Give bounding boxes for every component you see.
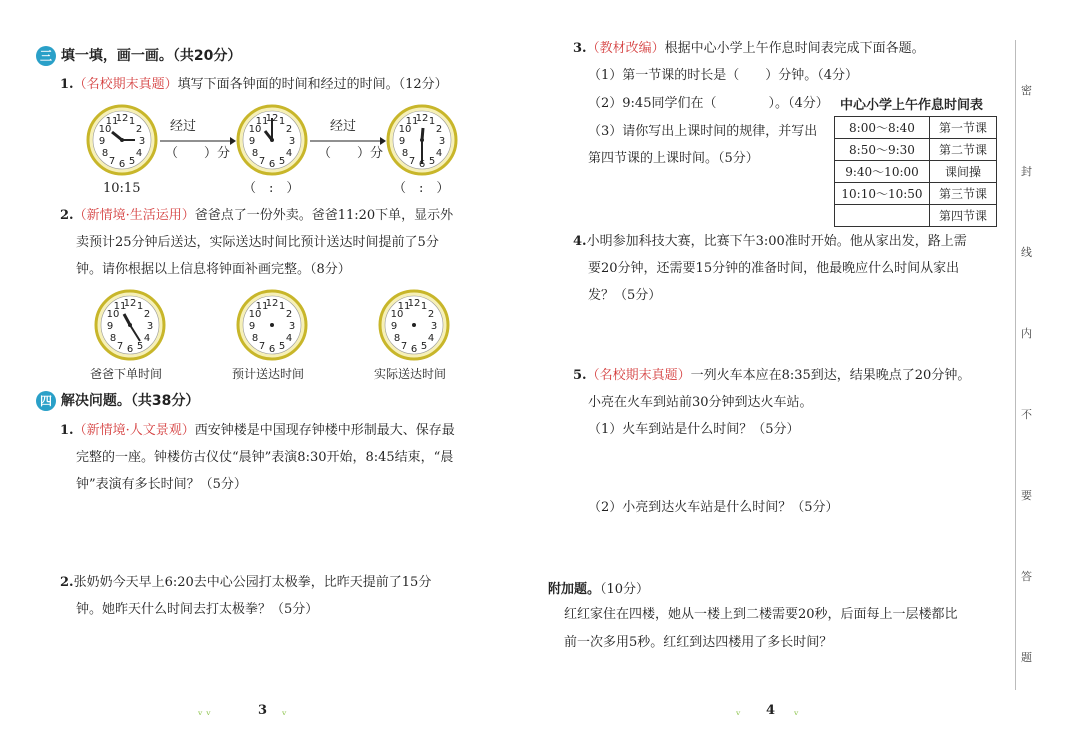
section-3-title: 填一填，画一画。（共20分）	[60, 48, 242, 64]
question-1	[60, 76, 448, 94]
side-char: 不	[1021, 408, 1032, 421]
bonus-heading	[548, 578, 649, 597]
page-number-right: 4	[766, 703, 776, 718]
q4-line1: 小明参加科技大赛，比赛下午3:00准时开始。他从家出发，路上需	[586, 234, 967, 249]
clock-label-actual: 实际送达时间	[374, 367, 447, 381]
q3-number: 3.	[573, 41, 587, 56]
question-4	[573, 233, 967, 251]
arrow-label-2: 经过	[330, 119, 357, 134]
table-cell: 第四节课	[930, 205, 997, 227]
p1-line3: 钟”表演有多长时间？（5分）	[76, 477, 247, 492]
section-3-badge: 三	[36, 46, 56, 66]
question-3	[573, 40, 925, 58]
p1-number: 1.	[60, 423, 74, 438]
schedule-title: 中心小学上午作息时间表	[840, 98, 984, 113]
start-time-label: 10:15	[103, 181, 141, 196]
side-char: 要	[1021, 489, 1032, 502]
blank-time-2[interactable]: （ : ）	[243, 181, 300, 196]
q3-tag: （教材改编）	[586, 41, 665, 56]
bonus-points: （10分）	[600, 582, 650, 597]
table-row	[835, 139, 997, 161]
q4-line2: 要20分钟，还需要15分钟的准备时间，他最晚应什么时间从家出	[588, 261, 960, 276]
sprout-icon-right-2: ᵥ	[794, 704, 799, 718]
q5-number: 5.	[573, 368, 587, 383]
sprout-icon-right-1: ᵥ	[736, 704, 741, 718]
clock-3	[386, 104, 458, 176]
sprout-icon-left-2: ᵥ	[282, 704, 287, 718]
question-5	[573, 367, 970, 385]
problem-1	[60, 422, 455, 440]
section-4-title: 解决问题。（共38分）	[60, 393, 200, 409]
clock-order-time	[94, 289, 166, 361]
question-2	[60, 207, 453, 225]
side-char: 题	[1021, 651, 1032, 664]
q1-text: 填写下面各钟面的时间和经过的时间。（12分）	[177, 77, 448, 92]
clock-label-expected: 预计送达时间	[232, 367, 305, 381]
table-row	[835, 117, 997, 139]
q5-sub1: （1）火车到站是什么时间？（5分）	[588, 422, 800, 437]
schedule-table	[834, 116, 997, 227]
p1-line2: 完整的一座。钟楼仿古仪仗“晨钟”表演8:30开始，8:45结束，“晨	[76, 450, 454, 465]
q4-line3: 发？（5分）	[588, 288, 662, 303]
side-char: 密	[1021, 84, 1032, 97]
table-cell: 第二节课	[930, 139, 997, 161]
q3-sub3a: （3）请你写出上课时间的规律，并写出	[588, 124, 818, 139]
p1-tag: （新情境·人文景观）	[73, 423, 195, 438]
bonus-line1: 红红家住在四楼，她从一楼上到二楼需要20秒，后面每上一层楼都比	[564, 607, 958, 622]
side-char: 线	[1021, 246, 1032, 259]
q3-sub1: （1）第一节课的时长是（ ）分钟。（4分）	[588, 68, 859, 83]
q2-line3: 钟。请你根据以上信息将钟面补画完整。（8分）	[76, 262, 351, 277]
p2-line1: 张奶奶今天早上6:20去中心公园打太极拳，比昨天提前了15分	[73, 575, 432, 590]
table-cell-blank[interactable]	[835, 205, 930, 227]
sprout-icon-left-1: ᵥ ᵥ	[198, 704, 211, 718]
q5-tag: （名校期末真题）	[586, 368, 691, 383]
section-4-heading	[36, 390, 199, 411]
q2-line1: 爸爸点了一份外卖。爸爸11:20下单，显示外	[194, 208, 454, 223]
table-cell: 9:40～10:00	[835, 161, 930, 183]
clock-label-order: 爸爸下单时间	[90, 367, 163, 381]
blank-minutes-2[interactable]: （ ）分	[318, 146, 384, 161]
table-cell: 8:00～8:40	[835, 117, 930, 139]
table-cell: 8:50～9:30	[835, 139, 930, 161]
page-number-left: 3	[258, 703, 268, 718]
arrow-label-1: 经过	[170, 119, 197, 134]
clock-expected-delivery[interactable]	[236, 289, 308, 361]
side-char: 内	[1021, 327, 1032, 340]
table-cell: 课间操	[930, 161, 997, 183]
q3-sub2: （2）9:45同学们在（ ）。（4分）	[588, 96, 829, 111]
bonus-title: 附加题。	[548, 582, 601, 597]
q1-number: 1.	[60, 77, 74, 92]
clock-2	[236, 104, 308, 176]
q1-tag: （名校期末真题）	[73, 77, 178, 92]
clock-actual-delivery[interactable]	[378, 289, 450, 361]
p1-line1: 西安钟楼是中国现存钟楼中形制最大、保存最	[194, 423, 455, 438]
q5-sub2: （2）小亮到达火车站是什么时间？（5分）	[588, 500, 839, 515]
side-char: 封	[1021, 165, 1032, 178]
q3-text: 根据中心小学上午作息时间表完成下面各题。	[664, 41, 925, 56]
q4-number: 4.	[573, 234, 587, 249]
table-cell: 第一节课	[930, 117, 997, 139]
clock-1015	[86, 104, 158, 176]
q3-sub3b: 第四节课的上课时间。（5分）	[588, 151, 759, 166]
blank-time-3[interactable]: （ : ）	[393, 181, 450, 196]
section-4-badge: 四	[36, 391, 56, 411]
table-cell: 第三节课	[930, 183, 997, 205]
problem-2	[60, 574, 431, 592]
blank-minutes-1[interactable]: （ ）分	[165, 146, 231, 161]
binding-line	[1015, 40, 1016, 690]
q5-line1: 一列火车本应在8:35到达，结果晚点了20分钟。	[690, 368, 971, 383]
table-row	[835, 205, 997, 227]
q5-line2: 小亮在火车到站前30分钟到达火车站。	[588, 395, 813, 410]
p2-line2: 钟。她昨天什么时间去打太极拳？（5分）	[76, 602, 319, 617]
q2-tag: （新情境·生活运用）	[73, 208, 195, 223]
table-row	[835, 183, 997, 205]
section-3-heading	[36, 45, 241, 66]
p2-number: 2.	[60, 575, 74, 590]
bonus-line2: 前一次多用5秒。红红到达四楼用了多长时间？	[564, 635, 833, 650]
side-char: 答	[1021, 570, 1032, 583]
q2-line2: 卖预计25分钟后送达，实际送达时间比预计送达时间提前了5分	[76, 235, 439, 250]
table-cell: 10:10～10:50	[835, 183, 930, 205]
q2-number: 2.	[60, 208, 74, 223]
table-row	[835, 161, 997, 183]
